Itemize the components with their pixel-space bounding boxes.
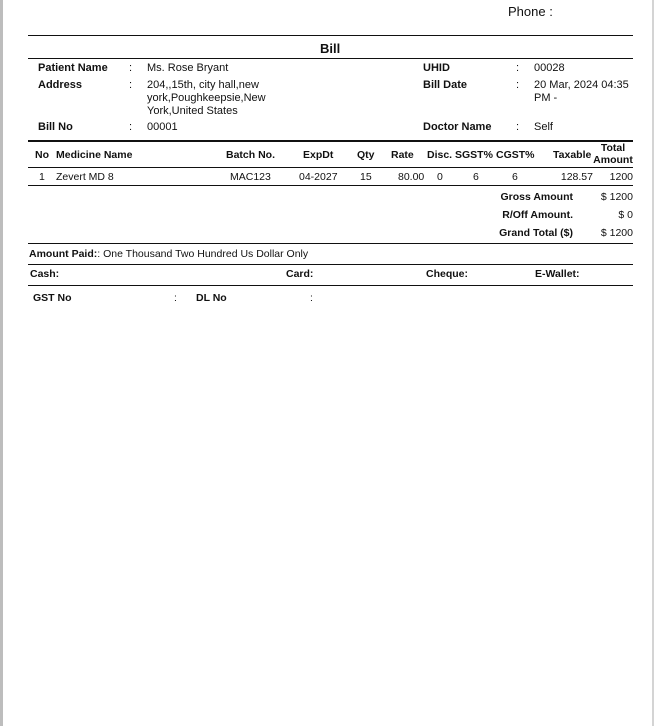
page-left-edge bbox=[0, 0, 3, 726]
cheque-label: Cheque: bbox=[426, 268, 468, 280]
address-label: Address bbox=[38, 79, 83, 91]
cell-taxable: 128.57 bbox=[560, 171, 593, 183]
col-header-total: Total bbox=[600, 142, 626, 154]
divider bbox=[28, 285, 633, 286]
patient-name: Ms. Rose Bryant bbox=[147, 62, 229, 74]
bill-date-time: PM - bbox=[534, 92, 558, 104]
gross-amount-label: Gross Amount bbox=[500, 191, 573, 203]
cell-qty: 15 bbox=[360, 171, 372, 183]
roff-amount-value: $ 0 bbox=[618, 209, 633, 221]
separator: : bbox=[516, 62, 520, 74]
cell-medicine: Zevert MD 8 bbox=[56, 171, 114, 183]
separator: : bbox=[129, 62, 133, 74]
dl-no-label: DL No bbox=[196, 292, 227, 304]
card-label: Card: bbox=[286, 268, 314, 280]
address-line: york,Poughkeepsie,New bbox=[147, 92, 266, 104]
col-header-sgst: SGST% bbox=[455, 149, 493, 161]
grand-total-value: $ 1200 bbox=[600, 227, 633, 239]
separator: : bbox=[516, 121, 520, 133]
col-header-rate: Rate bbox=[391, 149, 414, 161]
col-header-total-amount: Amount bbox=[593, 154, 633, 166]
doctor-name: Self bbox=[534, 121, 553, 133]
roff-amount-label: R/Off Amount. bbox=[502, 209, 573, 221]
cash-label: Cash: bbox=[30, 268, 60, 280]
amount-paid bbox=[29, 248, 308, 260]
doctor-name-label: Doctor Name bbox=[423, 121, 492, 133]
separator: : bbox=[129, 79, 133, 91]
col-header-qty: Qty bbox=[357, 149, 375, 161]
divider bbox=[28, 140, 633, 142]
bill-date-label: Bill Date bbox=[423, 79, 468, 91]
phone-label: Phone : bbox=[508, 4, 553, 19]
col-header-batch: Batch No. bbox=[226, 149, 276, 161]
col-header-medicine: Medicine Name bbox=[56, 149, 133, 161]
cell-disc: 0 bbox=[437, 171, 443, 183]
amount-paid-text: : One Thousand Two Hundred Us Dollar Only bbox=[97, 248, 309, 260]
patient-name-label: Patient Name bbox=[38, 62, 108, 74]
address-line: York,United States bbox=[147, 105, 238, 117]
col-header-taxable: Taxable bbox=[553, 149, 592, 161]
separator: : bbox=[129, 121, 133, 133]
divider bbox=[28, 58, 633, 59]
separator: : bbox=[516, 79, 520, 91]
divider bbox=[28, 185, 633, 186]
grand-total-label: Grand Total ($) bbox=[499, 227, 573, 239]
uhid-label: UHID bbox=[423, 62, 450, 74]
amount-paid-label: Amount Paid: bbox=[29, 248, 98, 260]
cell-sgst: 6 bbox=[473, 171, 479, 183]
divider bbox=[28, 264, 633, 265]
gross-amount-value: $ 1200 bbox=[600, 191, 633, 203]
col-header-cgst: CGST% bbox=[496, 149, 535, 161]
divider bbox=[28, 167, 633, 168]
bill-no-label: Bill No bbox=[38, 121, 73, 133]
cell-batch: MAC123 bbox=[230, 171, 271, 183]
separator: : bbox=[174, 292, 177, 304]
separator: : bbox=[310, 292, 313, 304]
ewallet-label: E-Wallet: bbox=[535, 268, 580, 280]
cell-rate: 80.00 bbox=[398, 171, 425, 183]
col-header-expdt: ExpDt bbox=[303, 149, 334, 161]
divider bbox=[28, 35, 633, 36]
bill-no: 00001 bbox=[147, 121, 178, 133]
uhid-value: 00028 bbox=[534, 62, 565, 74]
cell-expdt: 04-2027 bbox=[299, 171, 338, 183]
divider bbox=[28, 243, 633, 244]
col-header-disc: Disc. bbox=[427, 149, 453, 161]
bill-date: 20 Mar, 2024 04:35 bbox=[534, 79, 629, 91]
cell-cgst: 6 bbox=[512, 171, 518, 183]
col-header-no: No bbox=[35, 149, 49, 161]
address-line: 204,,15th, city hall,new bbox=[147, 79, 259, 91]
bill-title: Bill bbox=[320, 41, 341, 56]
cell-total: 1200 bbox=[609, 171, 633, 183]
cell-no: 1 bbox=[39, 171, 45, 183]
gst-no-label: GST No bbox=[33, 292, 72, 304]
